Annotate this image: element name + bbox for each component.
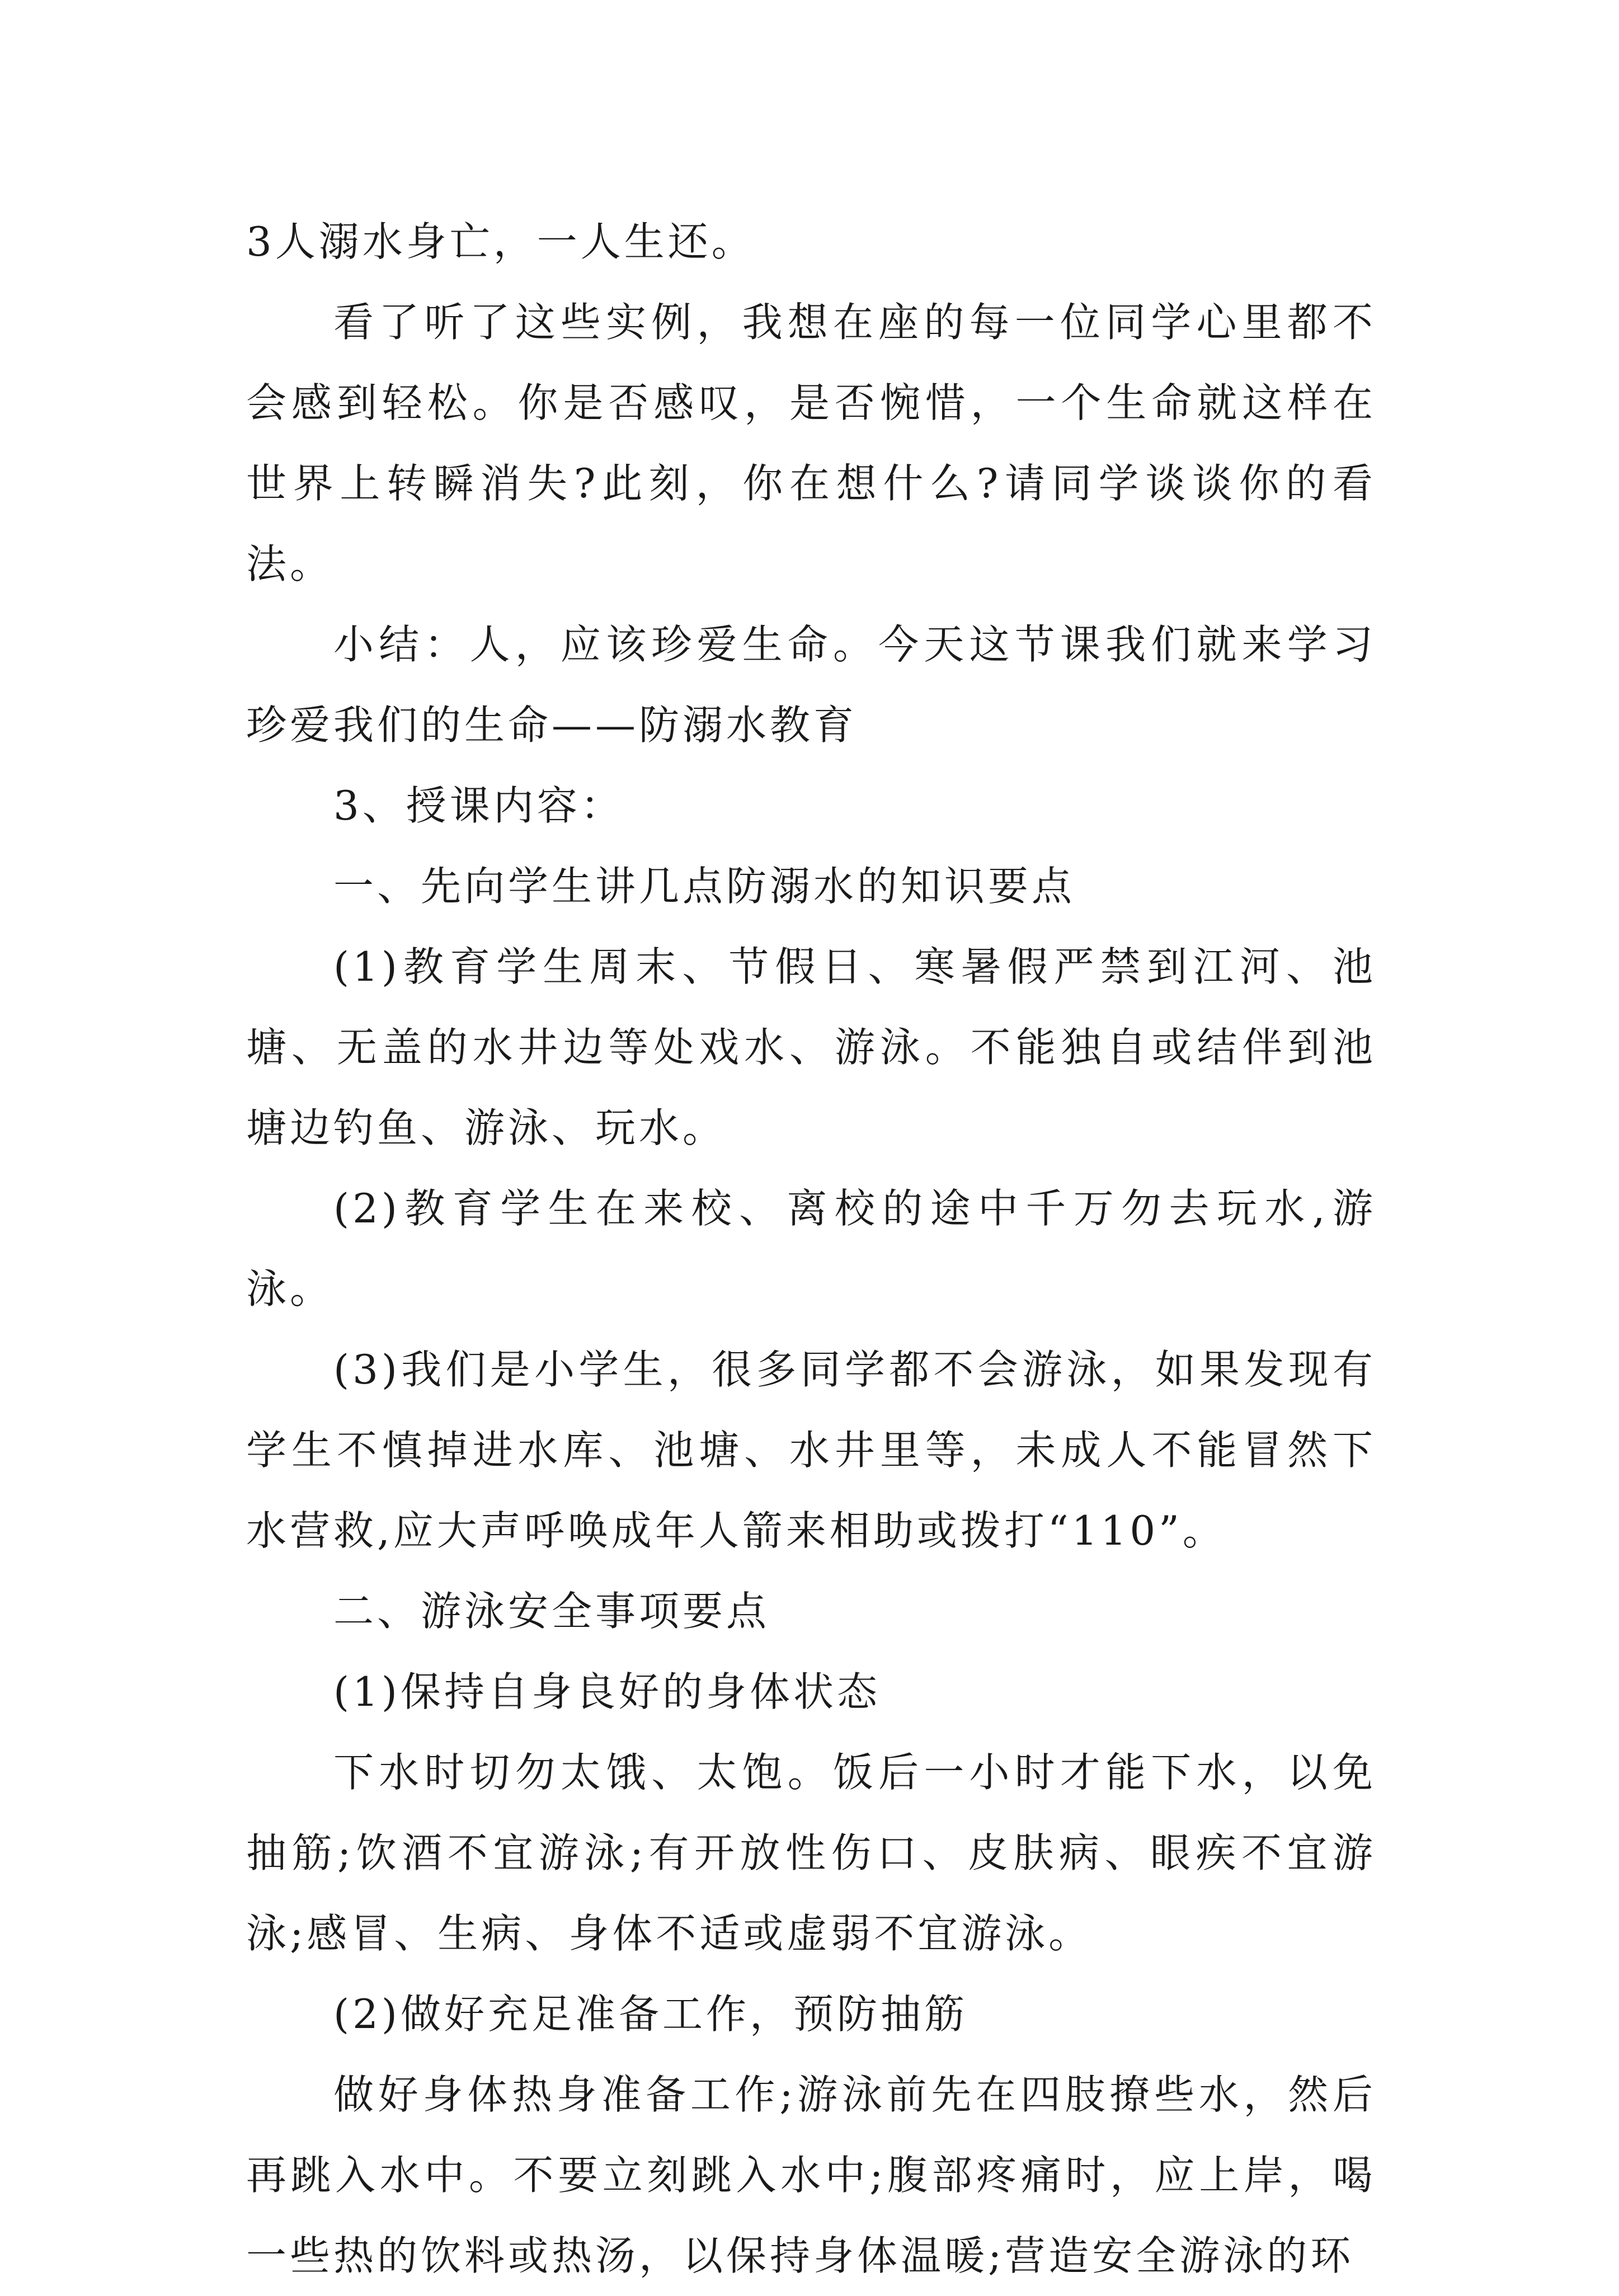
document-body [246, 201, 1376, 2296]
section-heading-1: 一、先向学生讲几点防溺水的知识要点 [333, 863, 1076, 910]
section-heading-2: 二、游泳安全事项要点 [333, 1588, 770, 1635]
section-heading-lesson-content: 3、授课内容： [333, 782, 624, 829]
paragraph-2: 看了听了这些实例，我想在座的每一位同学心里都不会感到轻松。你是否感叹，是否惋惜，一个生命就这样在世界上转瞬消失?此刻，你在想什么?请同学谈谈你的看法。 [246, 299, 1376, 587]
paragraph-1: 3人溺水身亡，一人生还。 [246, 218, 755, 265]
paragraph-body-2: 做好身体热身准备工作;游泳前先在四肢撩些水，然后再跳入水中。不要立刻跳入水中;腹部疼痛时，应上岸，喝一些热的饮料或热汤，以保持身体温暖;营造安全游泳的环 [246, 2071, 1376, 2279]
list-item-2: (2)教育学生在来校、离校的途中千万勿去玩水,游泳。 [246, 1185, 1376, 1312]
list-item-3: (3)我们是小学生，很多同学都不会游泳，如果发现有学生不慎掉进水库、池塘、水井里等，未成人不能冒然下水营救,应大声呼唤成年人箭来相助或拨打“110”。 [246, 1346, 1376, 1554]
list-item-1: (1)教育学生周末、节假日、寒暑假严禁到江河、池塘、无盖的水井边等处戏水、游泳。不能独自或结伴到池塘边钓鱼、游泳、玩水。 [246, 943, 1376, 1151]
paragraph-3: 小结：人，应该珍爱生命。今天这节课我们就来学习珍爱我们的生命——防溺水教育 [246, 621, 1376, 749]
subheading-1: (1)保持自身良好的身体状态 [333, 1668, 881, 1715]
paragraph-body-1: 下水时切勿太饿、太饱。饭后一小时才能下水，以免抽筋;饮酒不宜游泳;有开放性伤口、皮肤病、眼疾不宜游泳;感冒、生病、身体不适或虚弱不宜游泳。 [246, 1749, 1376, 1957]
subheading-2: (2)做好充足准备工作，预防抽筋 [333, 1991, 968, 2038]
